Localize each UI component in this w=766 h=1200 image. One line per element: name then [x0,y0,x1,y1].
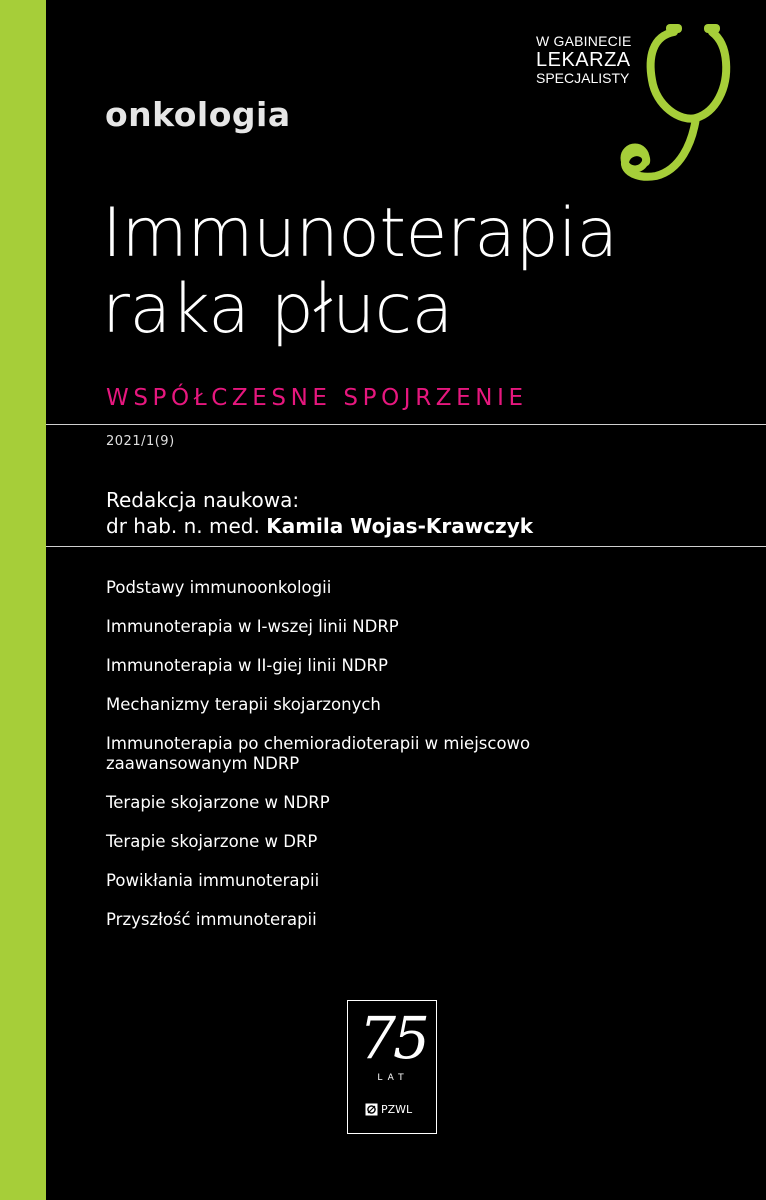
chapter-item: Terapie skojarzone w NDRP [106,793,330,812]
editor-degree: dr hab. n. med. [106,514,260,538]
chapter-item: Mechanizmy terapii skojarzonych [106,695,381,714]
chapter-item: Immunoterapia w I-wszej linii NDRP [106,617,399,636]
issue-number: 2021/1(9) [106,434,175,449]
divider-bottom [46,546,766,547]
publisher-name: PZWL [381,1102,413,1116]
divider-top [46,424,766,425]
chapter-item: Immunoterapia po chemioradioterapii w miejscowo zaawansowanym NDRP [106,734,531,773]
chapter-item: Powikłania immunoterapii [106,871,320,890]
editor-name: Kamila Wojas-Krawczyk [266,514,534,538]
subtitle: WSPÓŁCZESNE SPOJRZENIE [106,385,528,411]
pzwl-logo-mark [365,1103,378,1116]
stethoscope-icon [588,18,738,188]
chapter-item: Podstawy immunoonkologii [106,578,332,597]
publisher-anniversary-logo [347,1000,437,1134]
editor-line [106,513,533,539]
anniversary-years-label: LAT [377,1073,409,1083]
series-line-1: W GABINECIE [536,33,632,49]
title-line-2: raka płuca [102,270,453,349]
series-line-2: LEKARZA [536,49,631,71]
chapter-item: Terapie skojarzone w DRP [106,832,318,851]
chapter-item: Przyszłość immunoterapii [106,910,317,929]
title-line-1: Immunoterapia [102,194,618,273]
publisher-mark [365,1101,412,1117]
category-label: onkologia [105,95,291,134]
book-title [102,196,742,348]
chapter-item: Immunoterapia w II-giej linii NDRP [106,656,388,675]
series-line-3: SPECJALISTY [536,70,630,86]
chapter-list [106,578,666,949]
anniversary-number: 75 [359,1004,427,1072]
green-side-bar [0,0,46,1200]
editor-label: Redakcja naukowa: [106,488,300,512]
editor-block [106,487,533,539]
